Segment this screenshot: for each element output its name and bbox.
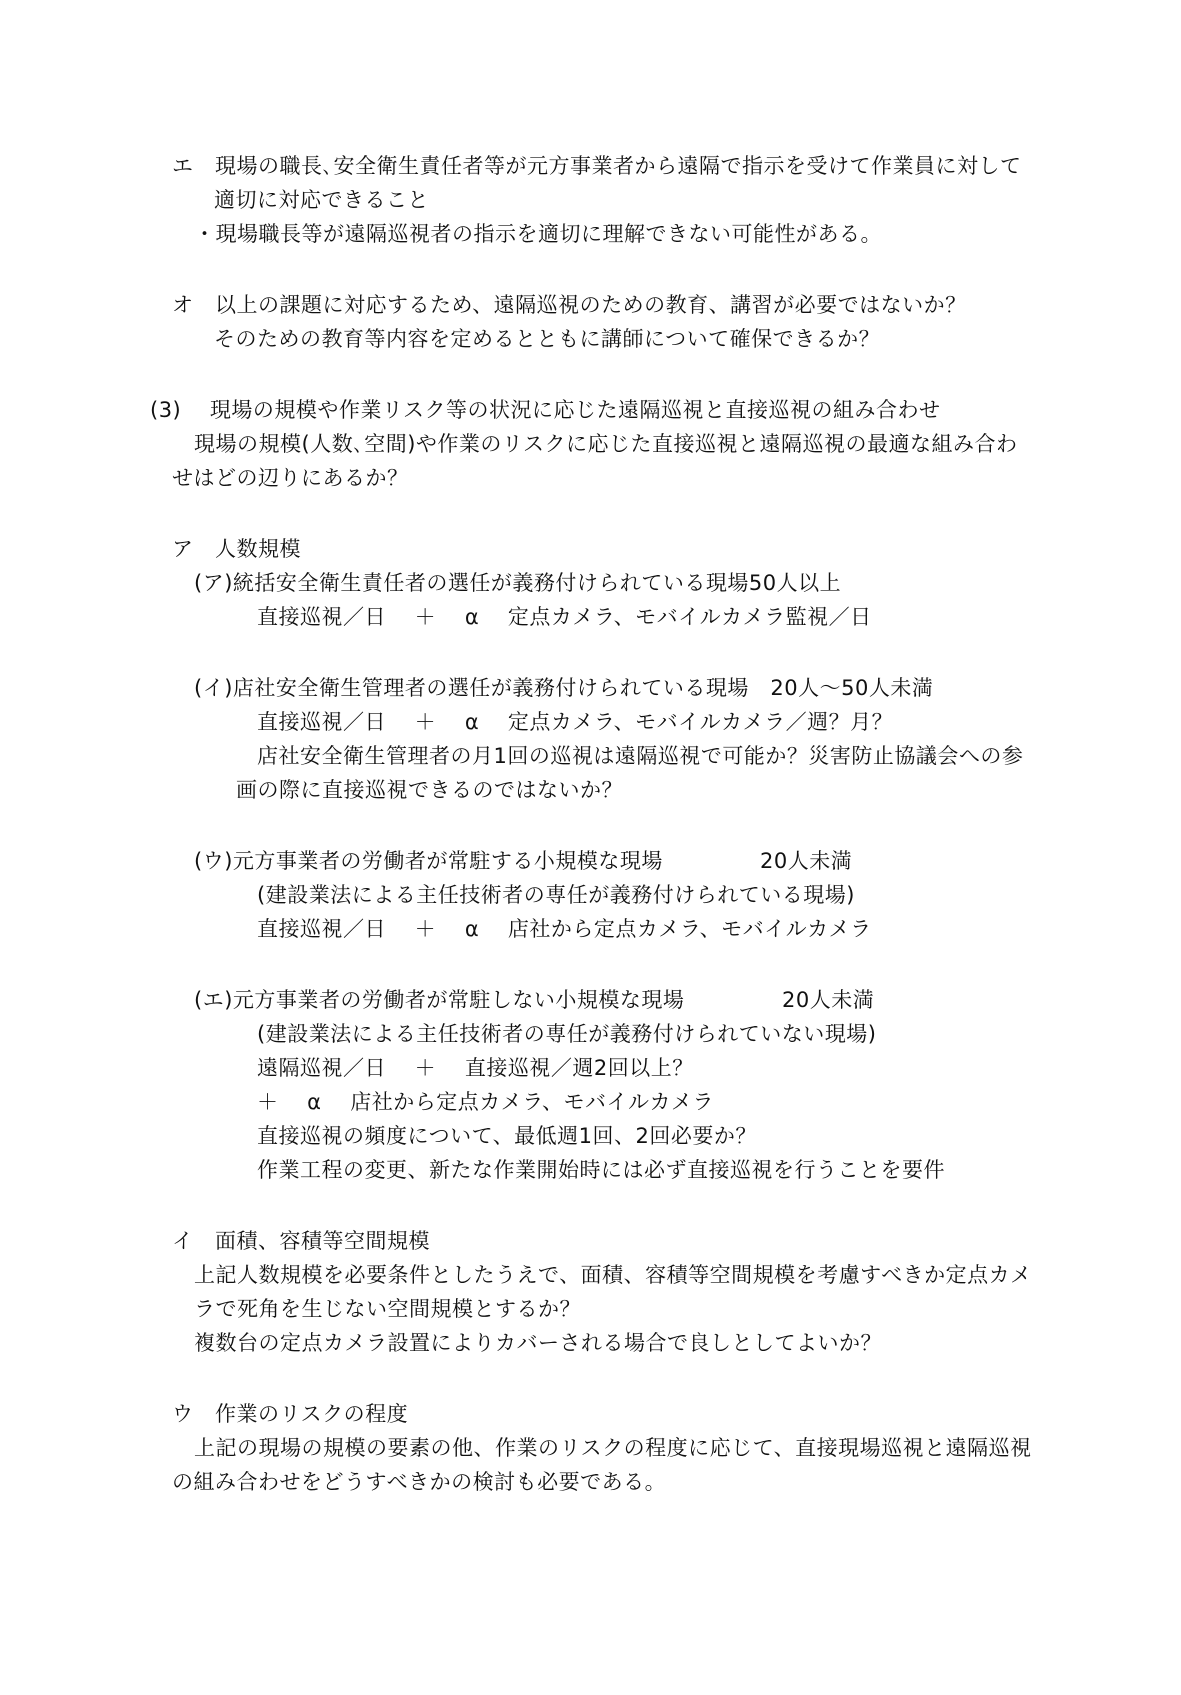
item-a4-count: 20人未満 [782, 988, 875, 1012]
item-a2-line-2: 店社安全衛生管理者の月1回の巡視は遠隔巡視で可能か？災害防止協議会への参 [257, 744, 1024, 768]
section-3-para-line-2: せはどの辺りにあるか？ [172, 466, 409, 490]
item-a1-line-1: 直接巡視／日 ＋ α 定点カメラ、モバイルカメラ監視／日 [257, 605, 872, 629]
item-a3-line-2: 直接巡視／日 ＋ α 店社から定点カメラ、モバイルカメラ [257, 917, 872, 941]
item-i-line-2: ラで死角を生じない空間規模とするか？ [194, 1297, 581, 1321]
section-3-para-line-1: 現場の規模(人数､空間)や作業のリスクに応じた直接巡視と遠隔巡視の最適な組み合わ [194, 432, 1018, 456]
item-a4-line-1: (建設業法による主任技術者の専任が義務付けられていない現場) [257, 1022, 877, 1046]
item-a-heading: ア 人数規模 [172, 537, 301, 561]
item-a4-line-4: 直接巡視の頻度について、最低週1回、2回必要か？ [257, 1124, 757, 1148]
item-o-line-1: オ 以上の課題に対応するため、遠隔巡視のための教育、講習が必要ではないか？ [172, 293, 967, 317]
item-e-bullet: ・現場職長等が遠隔巡視者の指示を適切に理解できない可能性がある。 [194, 222, 882, 246]
item-u-line-1: 上記の現場の規模の要素の他、作業のリスクの程度に応じて、直接現場巡視と遠隔巡視 [194, 1436, 1032, 1460]
item-a4-line-2: 遠隔巡視／日 ＋ 直接巡視／週2回以上？ [257, 1056, 694, 1080]
item-u-line-2: の組み合わせをどうすべきかの検討も必要である。 [172, 1470, 667, 1494]
item-i-line-1: 上記人数規模を必要条件としたうえで、面積、容積等空間規模を考慮すべきか定点カメ [194, 1263, 1032, 1287]
item-a4-line-5: 作業工程の変更、新たな作業開始時には必ず直接巡視を行うことを要件 [257, 1158, 945, 1182]
section-3-heading: (3) 現場の規模や作業リスク等の状況に応じた遠隔巡視と直接巡視の組み合わせ [150, 398, 941, 422]
item-i-line-3: 複数台の定点カメラ設置によりカバーされる場合で良しとしてよいか？ [194, 1331, 882, 1355]
item-i-heading: イ 面積、容積等空間規模 [172, 1229, 430, 1253]
item-e-line-1: エ 現場の職長､安全衛生責任者等が元方事業者から遠隔で指示を受けて作業員に対して [172, 154, 1022, 178]
item-a2-title: (イ)店社安全衛生管理者の選任が義務付けられている現場 20人～50人未満 [194, 676, 934, 700]
item-a4-line-3: ＋ α 店社から定点カメラ、モバイルカメラ [257, 1090, 715, 1114]
item-u-heading: ウ 作業のリスクの程度 [172, 1402, 409, 1426]
item-a3-title: (ウ)元方事業者の労働者が常駐する小規模な現場 [194, 849, 663, 873]
item-a2-line-1: 直接巡視／日 ＋ α 定点カメラ、モバイルカメラ／週？月？ [257, 710, 894, 734]
item-a1-title: (ア)統括安全衛生責任者の選任が義務付けられている現場50人以上 [194, 571, 842, 595]
item-e-line-2: 適切に対応できること [214, 188, 429, 212]
item-a3-count: 20人未満 [760, 849, 853, 873]
item-a2-line-3: 画の際に直接巡視できるのではないか？ [236, 778, 623, 802]
item-o-line-2: そのための教育等内容を定めるとともに講師について確保できるか？ [214, 327, 881, 351]
item-a3-line-1: (建設業法による主任技術者の専任が義務付けられている現場) [257, 883, 855, 907]
item-a4-title: (エ)元方事業者の労働者が常駐しない小規模な現場 [194, 988, 685, 1012]
